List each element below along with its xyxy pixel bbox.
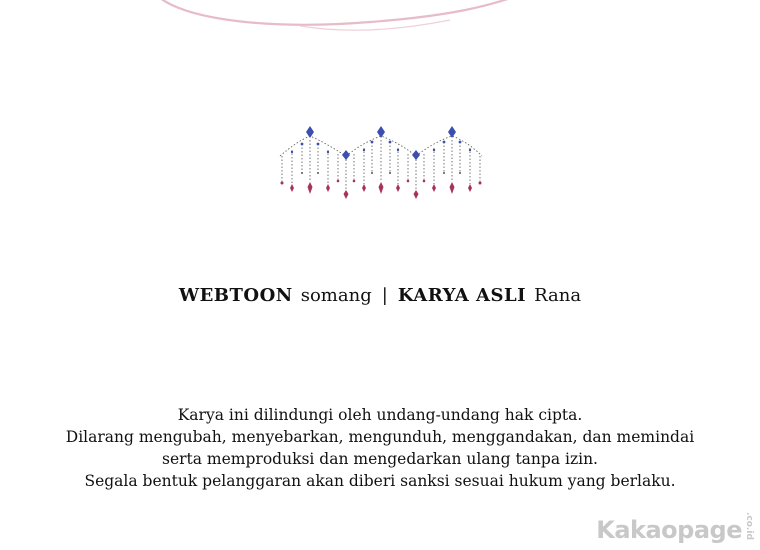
credit-name-webtoon: somang xyxy=(300,285,372,306)
notice-line: Dilarang mengubah, menyebarkan, mengunduh, menggandakan, dan memindai xyxy=(65,428,695,446)
jewel-ornament xyxy=(276,124,486,199)
notice-line: serta memproduksi dan mengedarkan ulang tanpa izin. xyxy=(162,450,598,468)
notice-line: Karya ini dilindungi oleh undang-undang hak cipta. xyxy=(177,406,583,424)
credit-separator: | xyxy=(381,285,388,306)
credit-role-webtoon: WEBTOON xyxy=(178,285,293,306)
decorative-swirl xyxy=(150,0,530,50)
credit-role-original: KARYA ASLI xyxy=(397,285,527,306)
kakaopage-watermark xyxy=(596,512,754,544)
credit-name-original: Rana xyxy=(534,285,582,306)
watermark-domain: .co.id xyxy=(744,512,754,540)
watermark-text: Kakaopage xyxy=(596,516,742,544)
copyright-notice xyxy=(0,404,760,492)
credits-line xyxy=(0,285,760,306)
notice-line: Segala bentuk pelanggaran akan diberi sanksi sesuai hukum yang berlaku. xyxy=(84,472,676,490)
